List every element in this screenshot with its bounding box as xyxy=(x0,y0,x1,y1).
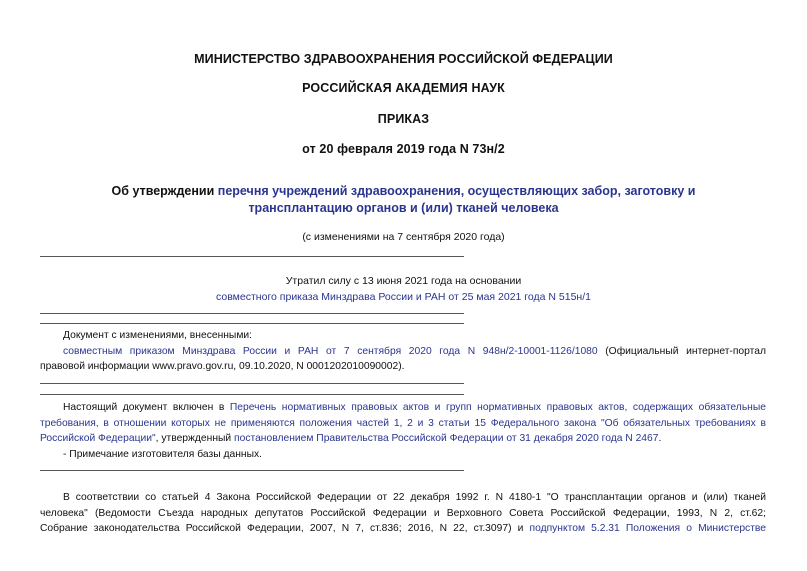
ministry-heading: МИНИСТЕРСТВО ЗДРАВООХРАНЕНИЯ РОССИЙСКОЙ ФЕДЕРАЦИИ xyxy=(194,52,613,66)
changes-link[interactable]: совместным приказом Минздрава России и РАН от 7 сентября 2020 года N 948н/2-10001-1126/1080 xyxy=(63,345,598,357)
regulation-link[interactable]: подпунктом 5.2.31 Положения о Министерстве xyxy=(529,523,766,534)
resolution-link[interactable]: постановлением Правительства Российской Федерации от 31 декабря 2020 года N 2467 xyxy=(234,433,659,444)
document-title xyxy=(0,183,807,217)
changes-intro: Документ с изменениями, внесенными: xyxy=(63,330,253,341)
expired-order-link xyxy=(0,291,807,303)
expired-text: Утратил силу с 13 июня 2021 года на основании xyxy=(285,275,522,287)
divider xyxy=(40,323,464,324)
register-link-line2[interactable]: требования, в отношении которых не применяются положения частей 1, 2 и 3 статьи 15 Федерального закона "Об обязательных требованиях в xyxy=(40,417,766,429)
body-line-3: Собрание законодательства Российской Федерации, 2007, N 7, ст.836; 2016, N 22, ст.3097) и xyxy=(40,523,530,534)
title-link-line2[interactable]: трансплантацию органов и (или) тканей человека xyxy=(248,201,559,215)
body-line-2: человека" (Ведомости Съезда народных депутатов Российской Федерации и Верховного Совета Российской Федерации, 1993, N 2, ст.62; xyxy=(40,507,766,519)
register-link-line3[interactable]: Российской Федерации" xyxy=(40,433,156,444)
divider xyxy=(40,470,464,471)
changes-line xyxy=(40,344,766,360)
included-text-1: Настоящий документ включен в xyxy=(63,402,230,413)
amendment-note: (с изменениями на 7 сентября 2020 года) xyxy=(302,231,505,243)
included-block xyxy=(40,400,766,462)
register-link-line1[interactable]: Перечень нормативных правовых актов и групп нормативных правовых актов, содержащих обязательные xyxy=(229,402,766,413)
body-paragraph xyxy=(40,490,766,537)
included-text-2: , утвержденный xyxy=(155,433,235,444)
academy-heading: РОССИЙСКАЯ АКАДЕМИЯ НАУК xyxy=(302,81,505,95)
divider xyxy=(40,383,464,384)
title-prefix: Об утверждении xyxy=(111,184,218,198)
body-line-1: В соответствии со статьей 4 Закона Российской Федерации от 22 декабря 1992 г. N 4180-1 "О трансплантации органов и (или) тканей xyxy=(63,492,766,503)
divider xyxy=(40,394,464,395)
title-link-line1[interactable]: перечня учреждений здравоохранения, осуществляющих забор, заготовку и xyxy=(217,184,696,198)
divider xyxy=(40,313,464,314)
divider xyxy=(40,256,464,257)
changes-tail-2: правовой информации www.pravo.gov.ru, 09.10.2020, N 0001202010090002). xyxy=(40,361,405,372)
date-number-heading: от 20 февраля 2019 года N 73н/2 xyxy=(302,142,505,156)
document-type-heading: ПРИКАЗ xyxy=(377,112,430,126)
database-note: - Примечание изготовителя базы данных. xyxy=(63,448,263,460)
changes-block xyxy=(40,328,766,375)
expired-link[interactable]: совместного приказа Минздрава России и РАН от 25 мая 2021 года N 515н/1 xyxy=(216,291,591,303)
changes-tail-1: (Официальный интернет-портал xyxy=(597,345,766,357)
included-text-3: . xyxy=(658,433,662,444)
